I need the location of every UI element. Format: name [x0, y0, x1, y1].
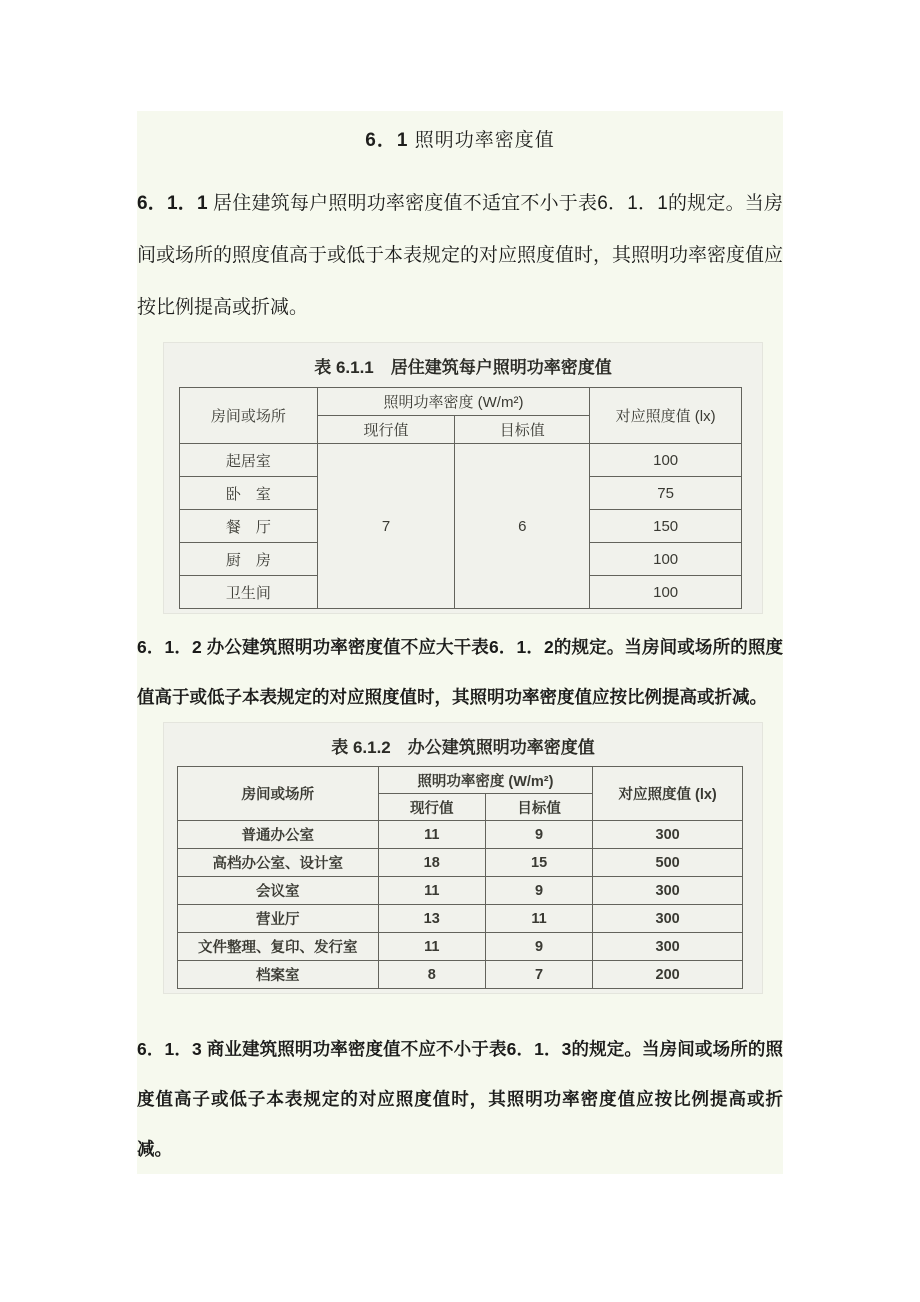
clause-6-1-2-text: 办公建筑照明功率密度值不应大干表6．1．2的规定。当房间或场所的照度值高于或低子本表规定的对应照度值时，其照明功率密度值应按比例提高或折减。	[137, 637, 783, 707]
clause-6-1-3	[137, 1024, 783, 1174]
cell-room: 餐 厅	[180, 510, 318, 543]
table-6-1-2	[177, 766, 743, 989]
cell-target: 7	[485, 961, 592, 989]
header-current: 现行值	[317, 416, 455, 444]
clause-6-1-2	[137, 622, 783, 722]
cell-room: 起居室	[180, 444, 318, 477]
page-title-number: 6．1	[365, 130, 409, 151]
header-lpd: 照明功率密度 (W/m²)	[378, 767, 593, 794]
cell-target-merged: 6	[455, 444, 590, 609]
header-room: 房间或场所	[178, 767, 379, 821]
cell-room: 厨 房	[180, 543, 318, 576]
cell-room: 营业厅	[178, 905, 379, 933]
cell-lux: 300	[593, 905, 743, 933]
header-room: 房间或场所	[180, 388, 318, 444]
header-lux: 对应照度值 (lx)	[593, 767, 743, 821]
cell-lux: 100	[590, 543, 742, 576]
cell-lux: 100	[590, 576, 742, 609]
cell-room: 档案室	[178, 961, 379, 989]
cell-target: 11	[485, 905, 592, 933]
cell-lux: 100	[590, 444, 742, 477]
cell-room: 卫生间	[180, 576, 318, 609]
cell-lux: 75	[590, 477, 742, 510]
cell-room: 普通办公室	[178, 821, 379, 849]
cell-current-merged: 7	[317, 444, 455, 609]
cell-lux: 150	[590, 510, 742, 543]
cell-room: 卧 室	[180, 477, 318, 510]
cell-lux: 300	[593, 821, 743, 849]
document-content	[137, 111, 783, 1174]
table-row	[178, 877, 743, 905]
clause-6-1-2-number: 6．1．2	[137, 637, 202, 657]
table-6-1-2-caption: 表 6.1.2 办公建筑照明功率密度值	[331, 738, 595, 757]
cell-target: 15	[485, 849, 592, 877]
cell-target: 9	[485, 933, 592, 961]
header-target: 目标值	[485, 794, 592, 821]
cell-lux: 500	[593, 849, 743, 877]
header-current: 现行值	[378, 794, 485, 821]
table-row	[180, 444, 742, 477]
cell-lux: 300	[593, 933, 743, 961]
cell-lux: 200	[593, 961, 743, 989]
cell-current: 18	[378, 849, 485, 877]
header-lux: 对应照度值 (lx)	[590, 388, 742, 444]
table-header-row	[178, 767, 743, 794]
cell-target: 9	[485, 877, 592, 905]
table-row	[178, 849, 743, 877]
table-row	[178, 905, 743, 933]
cell-room: 会议室	[178, 877, 379, 905]
page-title-text: 照明功率密度值	[414, 130, 555, 151]
cell-current: 13	[378, 905, 485, 933]
cell-current: 11	[378, 933, 485, 961]
table-6-1-1-scan-image	[163, 342, 763, 614]
cell-current: 11	[378, 821, 485, 849]
table-row	[178, 821, 743, 849]
cell-lux: 300	[593, 877, 743, 905]
clause-6-1-1	[137, 178, 783, 334]
cell-current: 11	[378, 877, 485, 905]
table-6-1-1	[179, 387, 742, 609]
cell-current: 8	[378, 961, 485, 989]
page-title	[137, 125, 783, 152]
table-row	[178, 961, 743, 989]
table-row	[178, 933, 743, 961]
cell-target: 9	[485, 821, 592, 849]
cell-room: 高档办公室、设计室	[178, 849, 379, 877]
cell-room: 文件整理、复印、发行室	[178, 933, 379, 961]
clause-6-1-3-number: 6．1．3	[137, 1039, 202, 1059]
clause-6-1-3-text: 商业建筑照明功率密度值不应不小于表6．1．3的规定。当房间或场所的照度值高子或低子本表规定的对应照度值时，其照明功率密度值应按比例提高或折减。	[137, 1039, 783, 1159]
header-target: 目标值	[455, 416, 590, 444]
table-header-row	[180, 388, 742, 416]
header-lpd: 照明功率密度 (W/m²)	[317, 388, 590, 416]
clause-6-1-1-text: 居住建筑每户照明功率密度值不适宜不小于表6．1．1的规定。当房间或场所的照度值高于或低于本表规定的对应照度值时，其照明功率密度值应按比例提高或折减。	[137, 193, 784, 318]
clause-6-1-1-number: 6．1．1	[137, 193, 208, 214]
table-6-1-2-scan-image	[163, 722, 763, 994]
table-6-1-1-caption: 表 6.1.1 居住建筑每户照明功率密度值	[314, 358, 612, 377]
